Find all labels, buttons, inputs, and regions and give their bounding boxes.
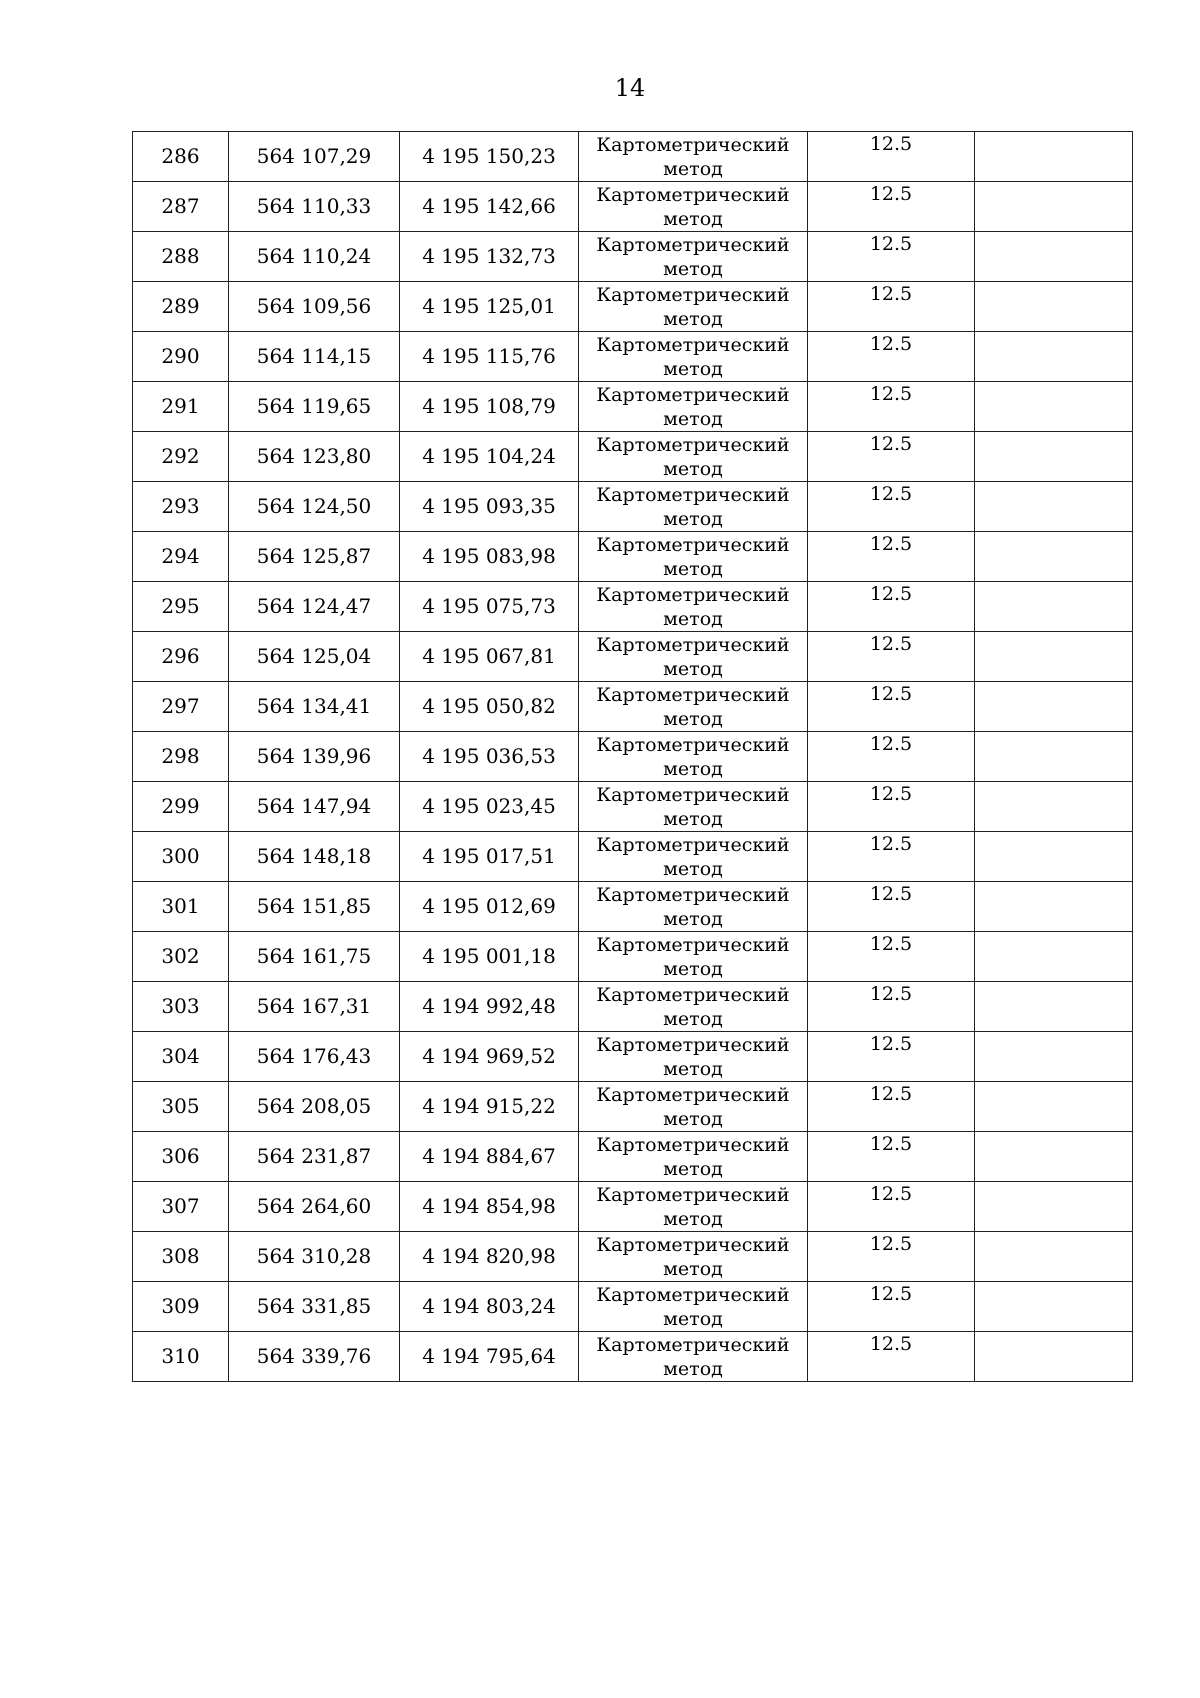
accuracy-cell: 12.5 — [808, 182, 975, 232]
method-cell: Картометрический метод — [579, 1082, 808, 1132]
extra-cell — [975, 932, 1133, 982]
method-cell: Картометрический метод — [579, 482, 808, 532]
x-coordinate-cell: 564 109,56 — [229, 282, 400, 332]
y-coordinate-cell: 4 195 104,24 — [400, 432, 579, 482]
x-coordinate-cell: 564 331,85 — [229, 1282, 400, 1332]
x-coordinate-cell: 564 114,15 — [229, 332, 400, 382]
method-cell: Картометрический метод — [579, 682, 808, 732]
extra-cell — [975, 1232, 1133, 1282]
y-coordinate-cell: 4 194 854,98 — [400, 1182, 579, 1232]
point-number-cell: 305 — [133, 1082, 229, 1132]
point-number-cell: 288 — [133, 232, 229, 282]
table-row — [133, 432, 1133, 482]
method-cell: Картометрический метод — [579, 782, 808, 832]
method-cell: Картометрический метод — [579, 582, 808, 632]
y-coordinate-cell: 4 194 820,98 — [400, 1232, 579, 1282]
point-number-cell: 308 — [133, 1232, 229, 1282]
y-coordinate-cell: 4 194 803,24 — [400, 1282, 579, 1332]
accuracy-cell: 12.5 — [808, 782, 975, 832]
extra-cell — [975, 1282, 1133, 1332]
table-row — [133, 532, 1133, 582]
y-coordinate-cell: 4 195 132,73 — [400, 232, 579, 282]
extra-cell — [975, 1332, 1133, 1382]
extra-cell — [975, 882, 1133, 932]
accuracy-cell: 12.5 — [808, 132, 975, 182]
accuracy-cell: 12.5 — [808, 432, 975, 482]
extra-cell — [975, 432, 1133, 482]
y-coordinate-cell: 4 195 050,82 — [400, 682, 579, 732]
method-cell: Картометрический метод — [579, 282, 808, 332]
method-cell: Картометрический метод — [579, 732, 808, 782]
point-number-cell: 301 — [133, 882, 229, 932]
point-number-cell: 289 — [133, 282, 229, 332]
extra-cell — [975, 1182, 1133, 1232]
y-coordinate-cell: 4 195 067,81 — [400, 632, 579, 682]
table-row — [133, 1182, 1133, 1232]
accuracy-cell: 12.5 — [808, 732, 975, 782]
y-coordinate-cell: 4 195 150,23 — [400, 132, 579, 182]
x-coordinate-cell: 564 310,28 — [229, 1232, 400, 1282]
method-cell: Картометрический метод — [579, 932, 808, 982]
coordinates-table-body — [133, 132, 1133, 1382]
accuracy-cell: 12.5 — [808, 382, 975, 432]
x-coordinate-cell: 564 110,33 — [229, 182, 400, 232]
y-coordinate-cell: 4 195 083,98 — [400, 532, 579, 582]
y-coordinate-cell: 4 194 969,52 — [400, 1032, 579, 1082]
table-row — [133, 682, 1133, 732]
method-cell: Картометрический метод — [579, 1332, 808, 1382]
accuracy-cell: 12.5 — [808, 1082, 975, 1132]
point-number-cell: 302 — [133, 932, 229, 982]
extra-cell — [975, 982, 1133, 1032]
table-row — [133, 882, 1133, 932]
x-coordinate-cell: 564 124,47 — [229, 582, 400, 632]
y-coordinate-cell: 4 194 992,48 — [400, 982, 579, 1032]
point-number-cell: 286 — [133, 132, 229, 182]
method-cell: Картометрический метод — [579, 1282, 808, 1332]
extra-cell — [975, 132, 1133, 182]
point-number-cell: 300 — [133, 832, 229, 882]
extra-cell — [975, 682, 1133, 732]
y-coordinate-cell: 4 195 023,45 — [400, 782, 579, 832]
y-coordinate-cell: 4 195 108,79 — [400, 382, 579, 432]
x-coordinate-cell: 564 208,05 — [229, 1082, 400, 1132]
x-coordinate-cell: 564 231,87 — [229, 1132, 400, 1182]
point-number-cell: 290 — [133, 332, 229, 382]
point-number-cell: 297 — [133, 682, 229, 732]
y-coordinate-cell: 4 195 017,51 — [400, 832, 579, 882]
table-row — [133, 632, 1133, 682]
accuracy-cell: 12.5 — [808, 682, 975, 732]
table-row — [133, 932, 1133, 982]
accuracy-cell: 12.5 — [808, 882, 975, 932]
accuracy-cell: 12.5 — [808, 582, 975, 632]
extra-cell — [975, 1032, 1133, 1082]
extra-cell — [975, 632, 1133, 682]
x-coordinate-cell: 564 148,18 — [229, 832, 400, 882]
table-row — [133, 182, 1133, 232]
point-number-cell: 287 — [133, 182, 229, 232]
extra-cell — [975, 732, 1133, 782]
accuracy-cell: 12.5 — [808, 1182, 975, 1232]
table-row — [133, 282, 1133, 332]
method-cell: Картометрический метод — [579, 332, 808, 382]
extra-cell — [975, 232, 1133, 282]
table-row — [133, 1232, 1133, 1282]
extra-cell — [975, 1132, 1133, 1182]
x-coordinate-cell: 564 139,96 — [229, 732, 400, 782]
method-cell: Картометрический метод — [579, 532, 808, 582]
point-number-cell: 309 — [133, 1282, 229, 1332]
point-number-cell: 303 — [133, 982, 229, 1032]
table-row — [133, 132, 1133, 182]
y-coordinate-cell: 4 195 036,53 — [400, 732, 579, 782]
coordinates-table — [132, 131, 1133, 1382]
accuracy-cell: 12.5 — [808, 832, 975, 882]
extra-cell — [975, 532, 1133, 582]
method-cell: Картометрический метод — [579, 1032, 808, 1082]
method-cell: Картометрический метод — [579, 132, 808, 182]
x-coordinate-cell: 564 167,31 — [229, 982, 400, 1032]
method-cell: Картометрический метод — [579, 982, 808, 1032]
table-row — [133, 832, 1133, 882]
x-coordinate-cell: 564 339,76 — [229, 1332, 400, 1382]
extra-cell — [975, 282, 1133, 332]
table-row — [133, 1032, 1133, 1082]
page-number: 14 — [614, 74, 646, 102]
point-number-cell: 294 — [133, 532, 229, 582]
x-coordinate-cell: 564 161,75 — [229, 932, 400, 982]
point-number-cell: 291 — [133, 382, 229, 432]
y-coordinate-cell: 4 195 093,35 — [400, 482, 579, 532]
point-number-cell: 293 — [133, 482, 229, 532]
accuracy-cell: 12.5 — [808, 282, 975, 332]
y-coordinate-cell: 4 194 795,64 — [400, 1332, 579, 1382]
x-coordinate-cell: 564 119,65 — [229, 382, 400, 432]
x-coordinate-cell: 564 124,50 — [229, 482, 400, 532]
x-coordinate-cell: 564 125,87 — [229, 532, 400, 582]
x-coordinate-cell: 564 176,43 — [229, 1032, 400, 1082]
y-coordinate-cell: 4 194 884,67 — [400, 1132, 579, 1182]
method-cell: Картометрический метод — [579, 1232, 808, 1282]
accuracy-cell: 12.5 — [808, 532, 975, 582]
y-coordinate-cell: 4 195 142,66 — [400, 182, 579, 232]
point-number-cell: 304 — [133, 1032, 229, 1082]
point-number-cell: 306 — [133, 1132, 229, 1182]
x-coordinate-cell: 564 110,24 — [229, 232, 400, 282]
y-coordinate-cell: 4 195 075,73 — [400, 582, 579, 632]
method-cell: Картометрический метод — [579, 432, 808, 482]
accuracy-cell: 12.5 — [808, 632, 975, 682]
x-coordinate-cell: 564 107,29 — [229, 132, 400, 182]
table-row — [133, 982, 1133, 1032]
extra-cell — [975, 832, 1133, 882]
extra-cell — [975, 1082, 1133, 1132]
extra-cell — [975, 582, 1133, 632]
extra-cell — [975, 782, 1133, 832]
point-number-cell: 299 — [133, 782, 229, 832]
method-cell: Картометрический метод — [579, 182, 808, 232]
table-row — [133, 1332, 1133, 1382]
method-cell: Картометрический метод — [579, 882, 808, 932]
accuracy-cell: 12.5 — [808, 1132, 975, 1182]
accuracy-cell: 12.5 — [808, 1282, 975, 1332]
accuracy-cell: 12.5 — [808, 232, 975, 282]
x-coordinate-cell: 564 123,80 — [229, 432, 400, 482]
accuracy-cell: 12.5 — [808, 932, 975, 982]
method-cell: Картометрический метод — [579, 632, 808, 682]
table-row — [133, 232, 1133, 282]
x-coordinate-cell: 564 264,60 — [229, 1182, 400, 1232]
accuracy-cell: 12.5 — [808, 332, 975, 382]
point-number-cell: 292 — [133, 432, 229, 482]
table-row — [133, 1282, 1133, 1332]
method-cell: Картометрический метод — [579, 1132, 808, 1182]
method-cell: Картометрический метод — [579, 232, 808, 282]
table-row — [133, 482, 1133, 532]
y-coordinate-cell: 4 195 012,69 — [400, 882, 579, 932]
accuracy-cell: 12.5 — [808, 982, 975, 1032]
accuracy-cell: 12.5 — [808, 1232, 975, 1282]
point-number-cell: 310 — [133, 1332, 229, 1382]
y-coordinate-cell: 4 195 115,76 — [400, 332, 579, 382]
method-cell: Картометрический метод — [579, 382, 808, 432]
x-coordinate-cell: 564 147,94 — [229, 782, 400, 832]
table-row — [133, 332, 1133, 382]
point-number-cell: 307 — [133, 1182, 229, 1232]
table-row — [133, 582, 1133, 632]
y-coordinate-cell: 4 195 001,18 — [400, 932, 579, 982]
x-coordinate-cell: 564 134,41 — [229, 682, 400, 732]
accuracy-cell: 12.5 — [808, 1332, 975, 1382]
table-row — [133, 1082, 1133, 1132]
x-coordinate-cell: 564 125,04 — [229, 632, 400, 682]
point-number-cell: 298 — [133, 732, 229, 782]
accuracy-cell: 12.5 — [808, 482, 975, 532]
y-coordinate-cell: 4 194 915,22 — [400, 1082, 579, 1132]
table-row — [133, 382, 1133, 432]
extra-cell — [975, 332, 1133, 382]
method-cell: Картометрический метод — [579, 1182, 808, 1232]
accuracy-cell: 12.5 — [808, 1032, 975, 1082]
method-cell: Картометрический метод — [579, 832, 808, 882]
table-row — [133, 732, 1133, 782]
table-row — [133, 782, 1133, 832]
x-coordinate-cell: 564 151,85 — [229, 882, 400, 932]
extra-cell — [975, 182, 1133, 232]
table-row — [133, 1132, 1133, 1182]
extra-cell — [975, 382, 1133, 432]
extra-cell — [975, 482, 1133, 532]
point-number-cell: 295 — [133, 582, 229, 632]
point-number-cell: 296 — [133, 632, 229, 682]
y-coordinate-cell: 4 195 125,01 — [400, 282, 579, 332]
